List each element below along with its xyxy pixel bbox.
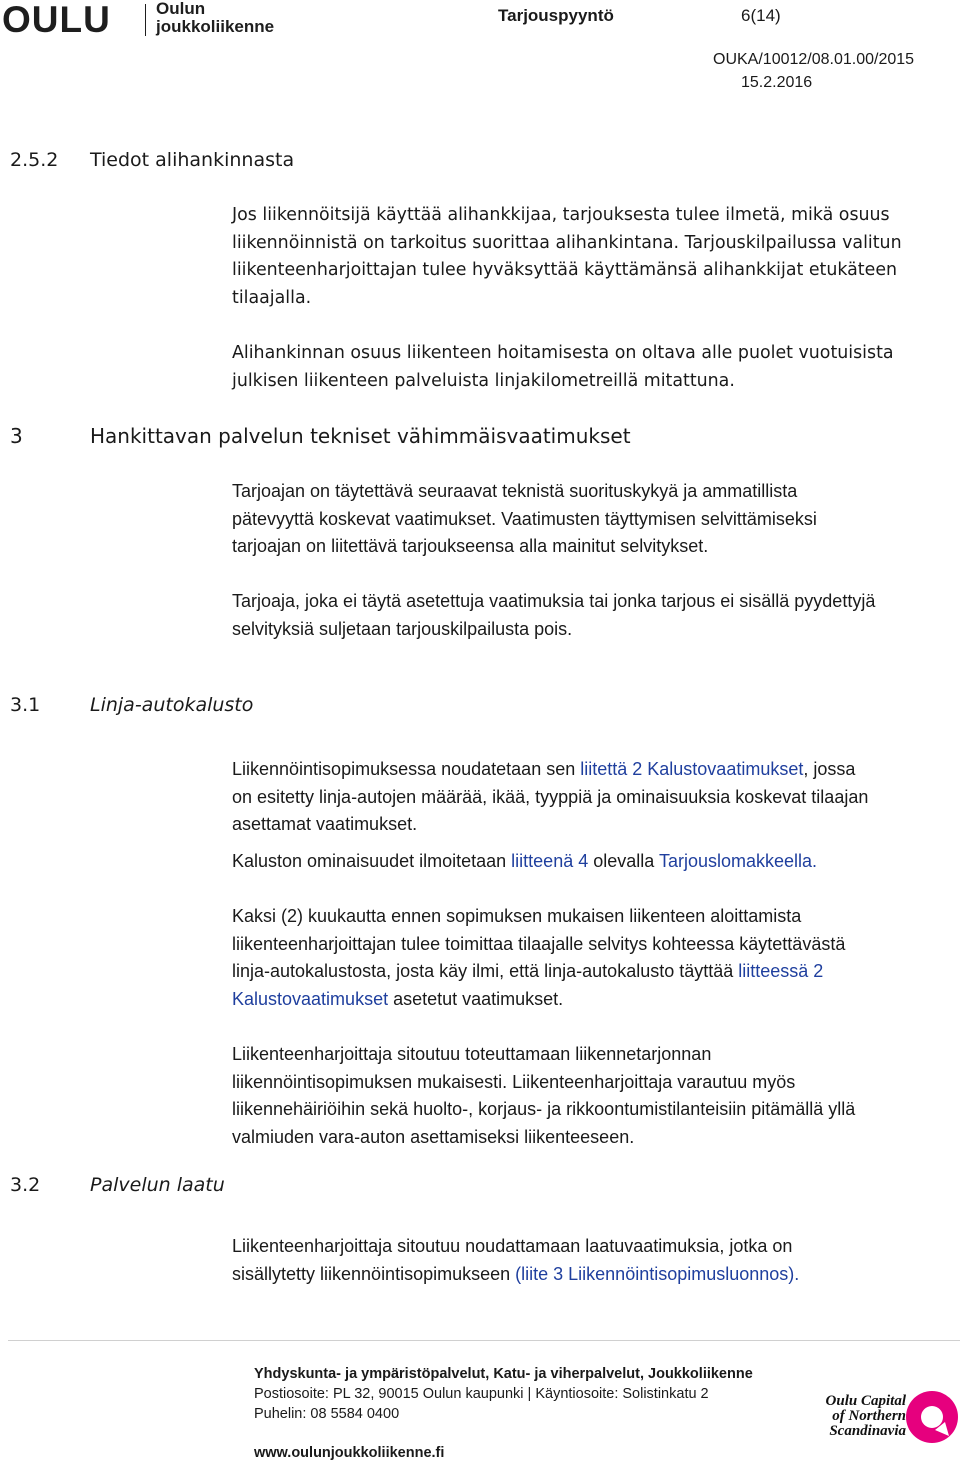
link-attachment-2[interactable]: liitettä 2 Kalustovaatimukset bbox=[580, 759, 804, 779]
footer-phone: Puhelin: 08 5584 0400 bbox=[254, 1406, 400, 1422]
text-span: Liikennöintisopimuksessa noudatetaan sen bbox=[232, 759, 581, 779]
page-number: 6(14) bbox=[741, 6, 781, 25]
paragraph-fleet-report bbox=[232, 903, 960, 1013]
text-line: Liikenteenharjoittaja sitoutuu noudattamaan laatuvaatimuksia, jotka on bbox=[232, 1236, 793, 1256]
paragraph-quality bbox=[232, 1233, 960, 1288]
text-line: liikennehäiriöihin sekä huolto-, korjaus- ja rikkoontumistilanteisiin pitämällä yllä bbox=[232, 1099, 856, 1119]
paragraph-fleet-properties bbox=[232, 848, 960, 876]
text-line bbox=[232, 506, 960, 534]
section-title: Hankittavan palvelun tekniset vähimmäisvaatimukset bbox=[90, 424, 631, 448]
section-number: 3.2 bbox=[10, 1174, 41, 1196]
text-line: liikennöinnistä on tarkoitus suorittaa alihankintana. Tarjouskilpailussa valitun bbox=[232, 232, 902, 253]
logo-separator bbox=[145, 4, 146, 36]
logo-sub-line2: joukkoliikenne bbox=[156, 17, 275, 36]
link-fleet-requirements[interactable]: Kalustovaatimukset bbox=[232, 988, 389, 1009]
capital-line1: Oulu Capital bbox=[825, 1393, 906, 1409]
footer-organization: Yhdyskunta- ja ympäristöpalvelut, Katu- ja viherpalvelut, Joukkoliikenne bbox=[254, 1366, 753, 1382]
text-line: Tarjoajan on täytettävä seuraavat teknistä suorituskykyä ja ammatillista bbox=[232, 481, 798, 501]
text-line: liikennöintisopimuksen mukaisesti. Liikenteenharjoittaja varautuu myös bbox=[232, 1071, 796, 1092]
text-line: Jos liikennöitsijä käyttää alihankkijaa, tarjouksesta tulee ilmetä, mikä osuus bbox=[232, 205, 890, 225]
heart-logo-icon bbox=[905, 1390, 959, 1448]
footer-divider bbox=[8, 1340, 960, 1341]
text-span: Kaluston ominaisuudet ilmoitetaan bbox=[232, 851, 512, 871]
text-line: Kaksi (2) kuukautta ennen sopimuksen mukaisen liikenteen aloittamista bbox=[232, 906, 802, 926]
text-span: olevalla bbox=[588, 851, 659, 871]
paragraph-requirements bbox=[232, 478, 960, 561]
oulu-logo: OULU bbox=[2, 0, 111, 40]
text-span: asetetut vaatimukset. bbox=[388, 988, 564, 1009]
capital-line3: Scandinavia bbox=[829, 1423, 906, 1439]
link-attachment-3[interactable]: (liite 3 Liikennöintisopimusluonnos). bbox=[515, 1263, 800, 1284]
section-number: 2.5.2 bbox=[10, 149, 59, 171]
text-span: linja-autokalustosta, josta käy ilmi, että linja-autokalusto täyttää bbox=[232, 961, 739, 981]
paragraph-operator-commitment bbox=[232, 1041, 960, 1151]
text-line bbox=[232, 1261, 960, 1289]
text-line: liikenteenharjoittajan tulee toimittaa tilaajalle selvitys kohteessa käytettävästä bbox=[232, 933, 846, 954]
logo-sub-line1: Oulun bbox=[156, 0, 206, 18]
section-title: Linja-autokalusto bbox=[90, 694, 254, 716]
text-line: tilaajalla. bbox=[232, 287, 312, 308]
capital-line2: of Northern bbox=[832, 1408, 906, 1424]
document-title: Tarjouspyyntö bbox=[498, 6, 614, 25]
text-line bbox=[232, 958, 960, 986]
link-attachment-4[interactable]: liitteenä 4 bbox=[511, 851, 589, 871]
footer-website-link[interactable]: www.oulunjoukkoliikenne.fi bbox=[254, 1445, 445, 1461]
text-span: sisällytetty liikennöintisopimukseen bbox=[232, 1263, 516, 1284]
paragraph-subcontracting-share bbox=[232, 340, 960, 395]
link-tender-form[interactable]: Tarjouslomakkeella. bbox=[658, 851, 818, 871]
joukkoliikenne-logo bbox=[156, 0, 274, 36]
text-span: Vaatimusten täyttymisen selvittämiseksi bbox=[496, 508, 817, 529]
section-number: 3 bbox=[10, 424, 23, 448]
text-line: asettamat vaatimukset. bbox=[232, 814, 418, 834]
text-line: selvityksiä suljetaan tarjouskilpailusta pois. bbox=[232, 618, 573, 639]
reference-number: OUKA/10012/08.01.00/2015 bbox=[713, 51, 915, 68]
text-line: julkisen liikenteen palveluista linjakilometreillä mitattuna. bbox=[232, 370, 735, 391]
oulu-capital-logo bbox=[806, 1394, 906, 1439]
document-date: 15.2.2016 bbox=[741, 74, 813, 91]
text-line: tarjoajan on liitettävä tarjoukseensa alla mainitut selvitykset. bbox=[232, 536, 709, 556]
footer-address: Postiosoite: PL 32, 90015 Oulun kaupunki | Käyntiosoite: Solistinkatu 2 bbox=[254, 1386, 709, 1402]
text-line: liikenteenharjoittajan tulee hyväksyttää käyttämänsä alihankkijat etukäteen bbox=[232, 260, 898, 280]
text-line: on esitetty linja-autojen määrää, ikää, tyyppiä ja ominaisuuksia koskevat tilaajan bbox=[232, 786, 869, 807]
link-attachment-2-inline[interactable]: liitteessä 2 bbox=[738, 961, 824, 981]
text-line bbox=[232, 986, 960, 1014]
text-line bbox=[232, 756, 960, 784]
text-span: pätevyyttä koskevat vaatimukset. bbox=[232, 508, 497, 529]
paragraph-exclusion bbox=[232, 588, 960, 643]
text-line: Alihankinnan osuus liikenteen hoitamisesta on oltava alle puolet vuotuisista bbox=[232, 343, 894, 363]
text-line: valmiuden vara-auton asettamiseksi liikenteeseen. bbox=[232, 1126, 635, 1147]
paragraph-subcontracting bbox=[232, 202, 960, 312]
section-title: Tiedot alihankinnasta bbox=[90, 149, 295, 171]
paragraph-fleet-contract bbox=[232, 756, 960, 839]
section-title: Palvelun laatu bbox=[90, 1174, 225, 1196]
text-line: Tarjoaja, joka ei täytä asetettuja vaatimuksia tai jonka tarjous ei sisällä pyydettyjä bbox=[232, 591, 876, 611]
text-line: Liikenteenharjoittaja sitoutuu toteuttamaan liikennetarjonnan bbox=[232, 1044, 712, 1064]
text-span: , jossa bbox=[803, 759, 856, 779]
text-line bbox=[232, 848, 960, 876]
section-number: 3.1 bbox=[10, 694, 41, 716]
